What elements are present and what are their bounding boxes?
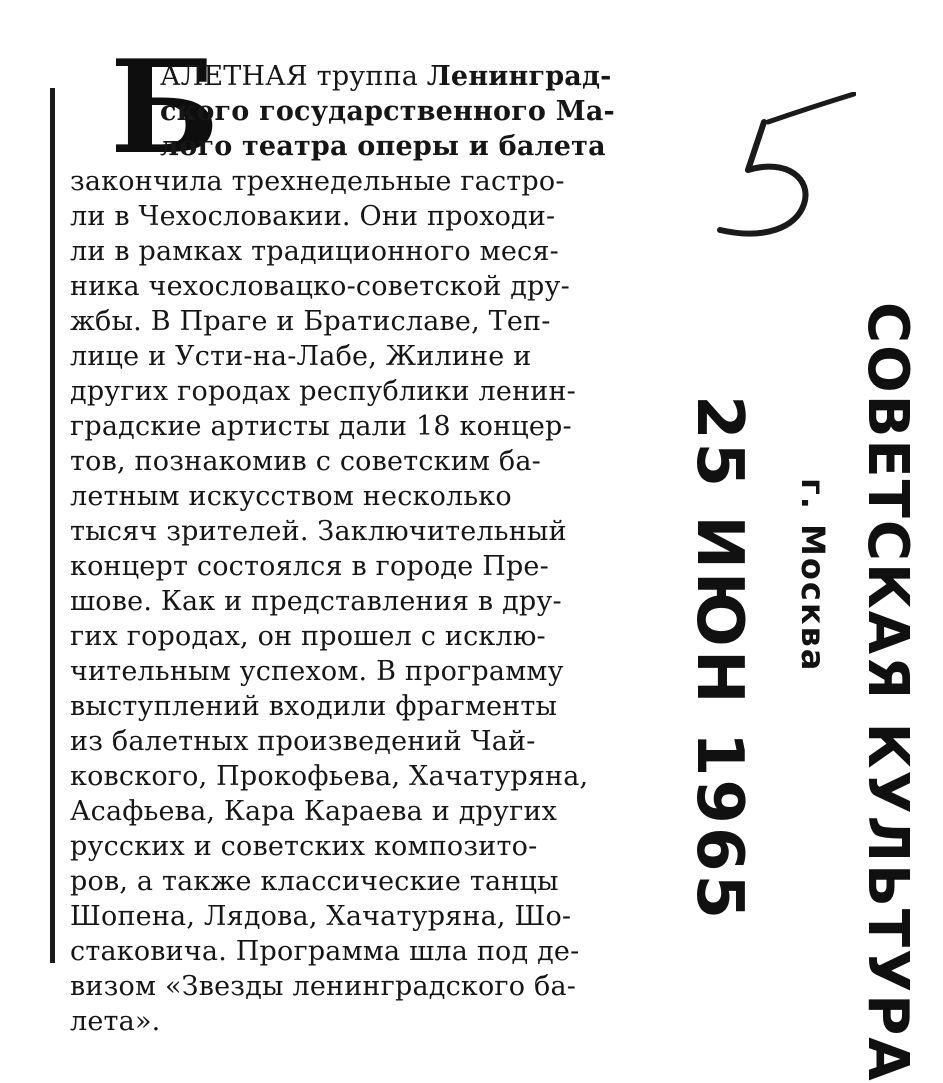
article-line-28: лета».: [70, 1006, 161, 1037]
article-line-25: Шопена, Лядова, Хачатуряна, Шо-: [70, 901, 572, 932]
article-line-7: ника чехословацко-советской дру-: [70, 271, 570, 302]
column-rule: [50, 88, 55, 963]
handwritten-page-number: [708, 92, 856, 242]
article-line-15: концерт состоялся в городе Пре-: [70, 551, 549, 582]
article-line-11: градские артисты дали 18 концер-: [70, 411, 572, 442]
article-line-6: ли в рамках традиционного меся-: [70, 236, 559, 267]
article-line-27: визом «Звезды ленинградского ба-: [70, 971, 577, 1002]
article-line-19: выступлений входили фрагменты: [70, 691, 558, 722]
article-line-21: ковского, Прокофьева, Хачатуряна,: [70, 761, 589, 792]
article-line-1: [160, 60, 612, 93]
article-line-2: ского государственного Ма-: [160, 96, 615, 127]
date-stamp: 25 ИЮН 1965: [682, 395, 756, 922]
article-line-1-part-a: АЛЕТНАЯ труппа: [160, 61, 427, 92]
article-line-10: других городах республики ленин-: [70, 376, 576, 407]
publication-city: г. Москва: [794, 478, 832, 673]
article-line-23: русских и советских композито-: [70, 831, 538, 862]
article-line-14: тысяч зрителей. Заключительный: [70, 516, 567, 547]
article-line-5: ли в Чехословакии. Они проходи-: [70, 201, 556, 232]
article-line-4: закончила трехнедельные гастро-: [70, 166, 565, 197]
article-line-16: шове. Как и представления в дру-: [70, 586, 562, 617]
article-line-17: гих городах, он прошел с исклю-: [70, 621, 546, 652]
article-line-13: летным искусством несколько: [70, 481, 512, 512]
article-line-3: лого театра оперы и балета: [160, 131, 606, 162]
article-line-20: из балетных произведений Чай-: [70, 726, 536, 757]
article-line-8: жбы. В Праге и Братиславе, Теп-: [70, 306, 551, 337]
article-line-24: ров, а также классические танцы: [70, 866, 559, 897]
article-line-22: Асафьева, Кара Караева и других: [70, 796, 558, 827]
publication-name: СОВЕТСКАЯ КУЛЬТУРА: [855, 302, 920, 1083]
article-line-12: тов, познакомив с советским ба-: [70, 446, 541, 477]
article-line-26: стаковича. Программа шла под де-: [70, 936, 580, 967]
article-line-9: лице и Усти-на-Лабе, Жилине и: [70, 341, 532, 372]
drop-cap: Б: [110, 33, 220, 183]
article-line-18: чительным успехом. В программу: [70, 656, 564, 687]
article-line-1-part-b: Ленинград-: [426, 61, 612, 92]
